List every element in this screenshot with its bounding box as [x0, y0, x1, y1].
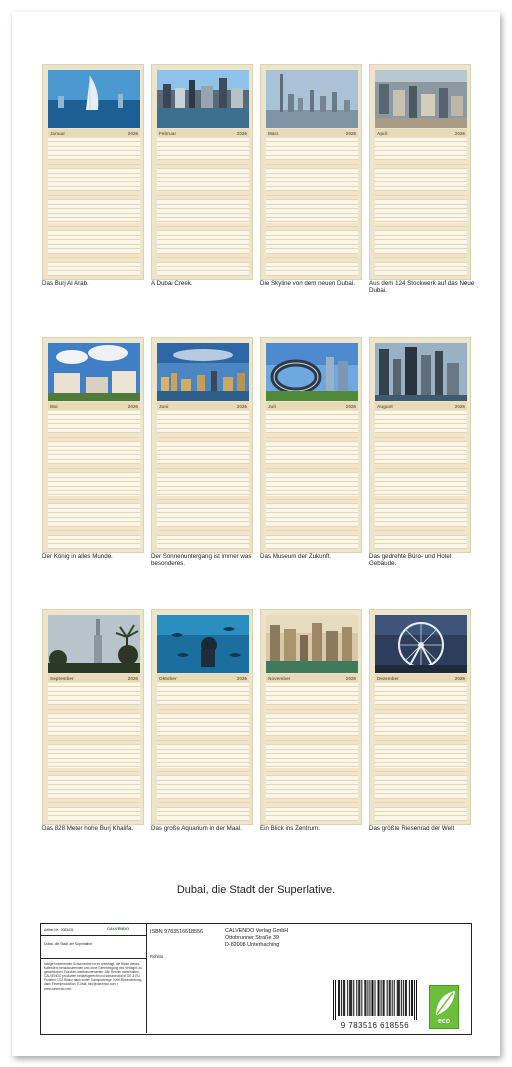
month-header	[375, 674, 467, 682]
barcode-bar	[359, 980, 360, 1016]
barcode-bar	[347, 980, 348, 1016]
barcode-bar	[406, 980, 407, 1016]
day-grid	[266, 411, 358, 549]
subtitle-box	[41, 936, 147, 959]
barcode-bar	[343, 980, 344, 1016]
barcode-bar	[394, 980, 395, 1016]
palace-buildings-photo	[48, 343, 140, 401]
day-row	[48, 545, 140, 549]
month-caption: Das Burj Al Arab.	[42, 280, 89, 287]
barcode-bar	[374, 980, 375, 1016]
publisher-line: Ottobrunner Straße 39	[225, 935, 279, 941]
product-footer	[40, 923, 472, 1035]
month-panel-4	[369, 64, 471, 280]
barcode-bar	[367, 980, 368, 1016]
barcode-bar	[351, 980, 352, 1016]
barcode-bar	[353, 980, 354, 1016]
burj-al-arab-photo	[48, 70, 140, 128]
day-row	[266, 545, 358, 549]
month-caption: Das gedrehte Büro- und Hotel Gebäude.	[369, 553, 452, 568]
month-header	[375, 402, 467, 410]
month-name: März	[268, 130, 279, 136]
ferris-wheel-photo	[375, 615, 467, 673]
month-panel-8	[369, 337, 471, 553]
month-header	[157, 674, 249, 682]
day-row	[375, 817, 467, 821]
day-grid	[157, 411, 249, 549]
footer-publisher-column	[147, 924, 327, 1033]
barcode-bar	[390, 980, 391, 1016]
month-caption: A Dubai Creek.	[151, 280, 193, 287]
barcode-number: 9 783516 618556	[340, 1021, 410, 1030]
barcode-bar	[389, 980, 390, 1016]
month-year: 2026	[127, 130, 138, 136]
month-name: April	[377, 130, 388, 136]
month-name: Dezember	[377, 675, 399, 681]
month-panel-7	[260, 337, 362, 553]
day-grid	[157, 683, 249, 821]
barcode-bar	[401, 980, 402, 1016]
day-grid	[266, 683, 358, 821]
month-caption: Das Museum der Zukunft.	[260, 553, 332, 560]
month-year: 2026	[345, 130, 356, 136]
month-header	[266, 674, 358, 682]
barcode-bar	[358, 980, 359, 1016]
new-dubai-skyline-photo	[266, 70, 358, 128]
month-caption: Das größte Riesenrad der Welt	[369, 825, 455, 832]
footer-subtitle: Dubai, die Stadt der Superlative.	[44, 942, 93, 946]
barcode	[329, 980, 421, 1033]
barcode-bar	[403, 980, 404, 1016]
day-grid	[48, 683, 140, 821]
day-row	[266, 817, 358, 821]
day-grid	[48, 411, 140, 549]
month-name: Februar	[159, 130, 177, 136]
barcode-bar	[392, 980, 393, 1016]
day-row	[375, 545, 467, 549]
barcode-bar	[399, 980, 400, 1016]
aquarium-diver-photo	[157, 615, 249, 673]
month-year: 2026	[454, 675, 465, 681]
month-year: 2026	[236, 130, 247, 136]
month-header	[266, 129, 358, 137]
barcode-bar	[339, 980, 340, 1016]
barcode-bar	[412, 980, 413, 1016]
barcode-bar	[381, 980, 382, 1016]
publisher-address	[225, 928, 288, 949]
barcode-bar	[409, 980, 410, 1016]
sunset-skyline-photo	[157, 343, 249, 401]
twisted-tower-photo	[375, 343, 467, 401]
day-row	[157, 545, 249, 549]
barcode-bar	[397, 980, 398, 1016]
month-year: 2026	[127, 403, 138, 409]
day-row	[157, 272, 249, 276]
barcode-bar	[379, 980, 380, 1016]
month-panel-1	[42, 64, 144, 280]
footer-info-column	[41, 924, 147, 1033]
rohlos-label: Rohlos	[150, 954, 164, 959]
month-panel-6	[151, 337, 253, 553]
barcode-bar	[398, 980, 399, 1016]
barcode-bar	[405, 980, 406, 1016]
barcode-bar	[338, 980, 339, 1016]
barcode-bar	[350, 980, 351, 1016]
article-box	[41, 924, 147, 936]
barcode-bar	[372, 980, 373, 1016]
month-year: 2026	[454, 130, 465, 136]
barcode-bar	[333, 980, 334, 1020]
month-name: September	[50, 675, 74, 681]
month-caption: Das 828 Meter hohe Burj Khalifa.	[42, 825, 134, 832]
barcode-bar	[335, 980, 336, 1020]
barcode-bar	[416, 980, 417, 1020]
barcode-bar	[349, 980, 350, 1016]
legal-text: Infolge bestehender Schutzrechte ist es untersagt, die Bilder dieses Kalenders herauszutrennen und ohne Genehmigung des Verlages zu gewerblichen Zwecken weiterzuverwerten. Alle Rechte vorbehalten. CALVENDO produziert bedarfsgerecht und klimaneutral in DE & EU. Preisfrei CO2-Bilanz dank sorter Transportwege. Kehl-Rheinwerbung dank Einzelproduktion. E-Mail: info@calvendo.com • www.calvendo.com	[44, 962, 142, 991]
day-row	[48, 817, 140, 821]
barcode-bar	[411, 980, 412, 1016]
downtown-view-photo	[266, 615, 358, 673]
aerial-dubai-photo	[375, 70, 467, 128]
month-name: August	[377, 403, 393, 409]
day-row	[266, 272, 358, 276]
day-grid	[48, 138, 140, 276]
month-panel-9	[42, 609, 144, 825]
barcode-bar	[387, 980, 388, 1016]
month-caption: Das große Aquarium in der Maal.	[151, 825, 242, 832]
month-year: 2026	[345, 675, 356, 681]
isbn: ISBN 9783516618556	[150, 929, 204, 935]
calvendo-logo: CALVENDO	[107, 926, 130, 931]
museum-of-future-photo	[266, 343, 358, 401]
day-row	[375, 272, 467, 276]
month-header	[266, 402, 358, 410]
day-row	[48, 272, 140, 276]
leaf-icon	[432, 988, 458, 1018]
barcode-bar	[344, 980, 345, 1016]
month-panel-12	[369, 609, 471, 825]
month-name: Januar	[50, 130, 66, 136]
month-header	[48, 674, 140, 682]
barcode-bar	[371, 980, 372, 1016]
day-grid	[266, 138, 358, 276]
day-grid	[375, 411, 467, 549]
month-caption: Der König in alles Munde.	[42, 553, 113, 560]
burj-khalifa-photo	[48, 615, 140, 673]
month-year: 2026	[127, 675, 138, 681]
month-panel-5	[42, 337, 144, 553]
day-grid	[157, 138, 249, 276]
barcode-bar	[341, 980, 342, 1016]
barcode-bar	[369, 980, 370, 1016]
calendar-title: Dubai, die Stadt der Superlative.	[176, 884, 336, 896]
eco-badge	[429, 985, 459, 1029]
month-caption: Die Skyline von dem neuen Dubai.	[260, 280, 355, 287]
month-name: Mai	[50, 403, 58, 409]
month-year: 2026	[454, 403, 465, 409]
article-number: Artikel Nr.: 2083431	[44, 928, 74, 932]
barcode-bar	[361, 980, 362, 1016]
month-header	[157, 402, 249, 410]
publisher-line: CALVENDO Verlag GmbH	[225, 928, 289, 934]
publisher-line: D-82008 Unterhaching	[225, 942, 280, 948]
month-year: 2026	[236, 675, 247, 681]
month-name: Juli	[268, 403, 276, 409]
barcode-bar	[378, 980, 379, 1016]
month-panel-11	[260, 609, 362, 825]
barcode-bar	[414, 980, 415, 1020]
month-panel-3	[260, 64, 362, 280]
month-caption: Aus dem 124 Stockwerk auf das Neue Dubai.	[369, 280, 475, 295]
barcode-bars	[329, 980, 421, 1020]
day-grid	[375, 683, 467, 821]
month-caption: Ein Blick ins Zentrum.	[260, 825, 320, 832]
day-row	[157, 817, 249, 821]
barcode-bar	[364, 980, 365, 1016]
month-caption: Der Sonnenuntergang ist immer was besonderes.	[151, 553, 252, 568]
day-grid	[375, 138, 467, 276]
month-header	[48, 402, 140, 410]
month-header	[157, 129, 249, 137]
month-name: Oktober	[159, 675, 177, 681]
barcode-bar	[365, 980, 366, 1016]
month-header	[48, 129, 140, 137]
month-name: November	[268, 675, 291, 681]
barcode-bar	[356, 980, 357, 1016]
month-year: 2026	[236, 403, 247, 409]
eco-label: eco	[437, 1018, 451, 1025]
barcode-bar	[384, 980, 385, 1016]
month-name: Juni	[159, 403, 169, 409]
barcode-bar	[383, 980, 384, 1016]
month-panel-2	[151, 64, 253, 280]
month-year: 2026	[345, 403, 356, 409]
dubai-creek-photo	[157, 70, 249, 128]
month-header	[375, 129, 467, 137]
month-panel-10	[151, 609, 253, 825]
